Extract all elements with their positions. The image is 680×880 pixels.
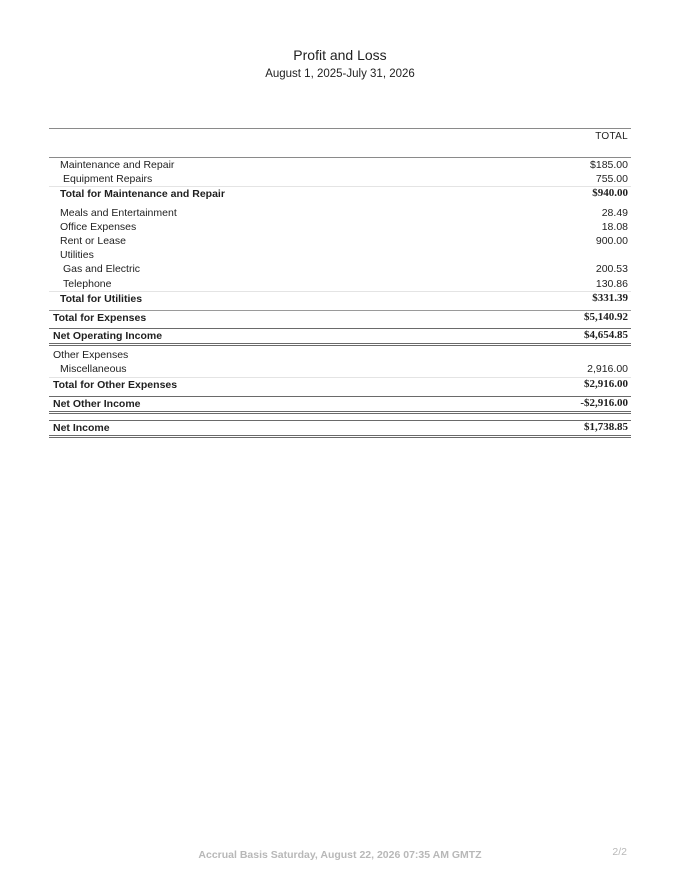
row-amount: $5,140.92 bbox=[584, 310, 628, 323]
row-meals-entertainment bbox=[49, 206, 631, 220]
row-other-expenses bbox=[49, 348, 631, 362]
row-label: Utilities bbox=[60, 249, 94, 262]
row-amount: 200.53 bbox=[595, 263, 628, 276]
row-office-expenses bbox=[49, 220, 631, 234]
row-net-income bbox=[49, 420, 631, 438]
row-label: Equipment Repairs bbox=[63, 173, 153, 186]
row-label: Net Operating Income bbox=[53, 330, 163, 343]
row-label: Total for Maintenance and Repair bbox=[60, 188, 225, 201]
row-equipment-repairs bbox=[49, 172, 631, 186]
row-label: Miscellaneous bbox=[60, 363, 127, 376]
row-total-expenses bbox=[49, 310, 631, 325]
report-footer: Accrual Basis Saturday, August 22, 2026 07:35 AM GMTZ bbox=[198, 849, 482, 861]
row-label: Telephone bbox=[63, 277, 112, 290]
row-label: Other Expenses bbox=[53, 349, 129, 362]
row-amount: $185.00 bbox=[590, 159, 628, 171]
row-amount: 28.49 bbox=[601, 206, 628, 219]
column-header-row bbox=[49, 128, 631, 158]
row-maintenance-repair bbox=[49, 158, 631, 172]
row-label: Total for Utilities bbox=[60, 292, 143, 305]
row-net-operating-income bbox=[49, 328, 631, 346]
row-amount: 900.00 bbox=[595, 234, 628, 247]
row-label: Office Expenses bbox=[60, 220, 137, 233]
row-amount: 130.86 bbox=[595, 277, 628, 290]
row-amount: $2,916.00 bbox=[584, 377, 628, 390]
report-period: August 1, 2025-July 31, 2026 bbox=[265, 68, 415, 80]
column-header-total: TOTAL bbox=[595, 131, 628, 142]
row-gas-electric bbox=[49, 262, 631, 276]
row-label: Total for Other Expenses bbox=[53, 378, 178, 391]
report-title: Profit and Loss bbox=[293, 47, 387, 63]
row-utilities bbox=[49, 248, 631, 262]
row-label: Net Income bbox=[53, 422, 110, 434]
page-number: 2/2 bbox=[612, 846, 627, 858]
row-amount: 755.00 bbox=[595, 173, 628, 186]
row-label: Total for Expenses bbox=[53, 311, 147, 324]
row-telephone bbox=[49, 277, 631, 291]
row-amount: 18.08 bbox=[601, 220, 628, 233]
row-amount: 2,916.00 bbox=[587, 363, 628, 376]
row-label: Maintenance and Repair bbox=[60, 159, 175, 171]
row-total-maintenance-repair bbox=[49, 186, 631, 201]
row-label: Meals and Entertainment bbox=[60, 206, 177, 219]
row-amount: -$2,916.00 bbox=[580, 396, 628, 409]
row-label: Rent or Lease bbox=[60, 234, 126, 247]
row-label: Net Other Income bbox=[53, 397, 141, 410]
row-amount: $4,654.85 bbox=[584, 329, 628, 342]
row-total-other-expenses bbox=[49, 377, 631, 392]
row-net-other-income bbox=[49, 396, 631, 414]
row-total-utilities bbox=[49, 291, 631, 306]
profit-loss-table bbox=[49, 128, 631, 438]
row-amount: $1,738.85 bbox=[584, 421, 628, 433]
row-rent-lease bbox=[49, 234, 631, 248]
row-amount: $331.39 bbox=[592, 291, 628, 304]
row-amount: $940.00 bbox=[592, 187, 628, 200]
row-miscellaneous bbox=[49, 362, 631, 376]
row-label: Gas and Electric bbox=[63, 263, 141, 276]
